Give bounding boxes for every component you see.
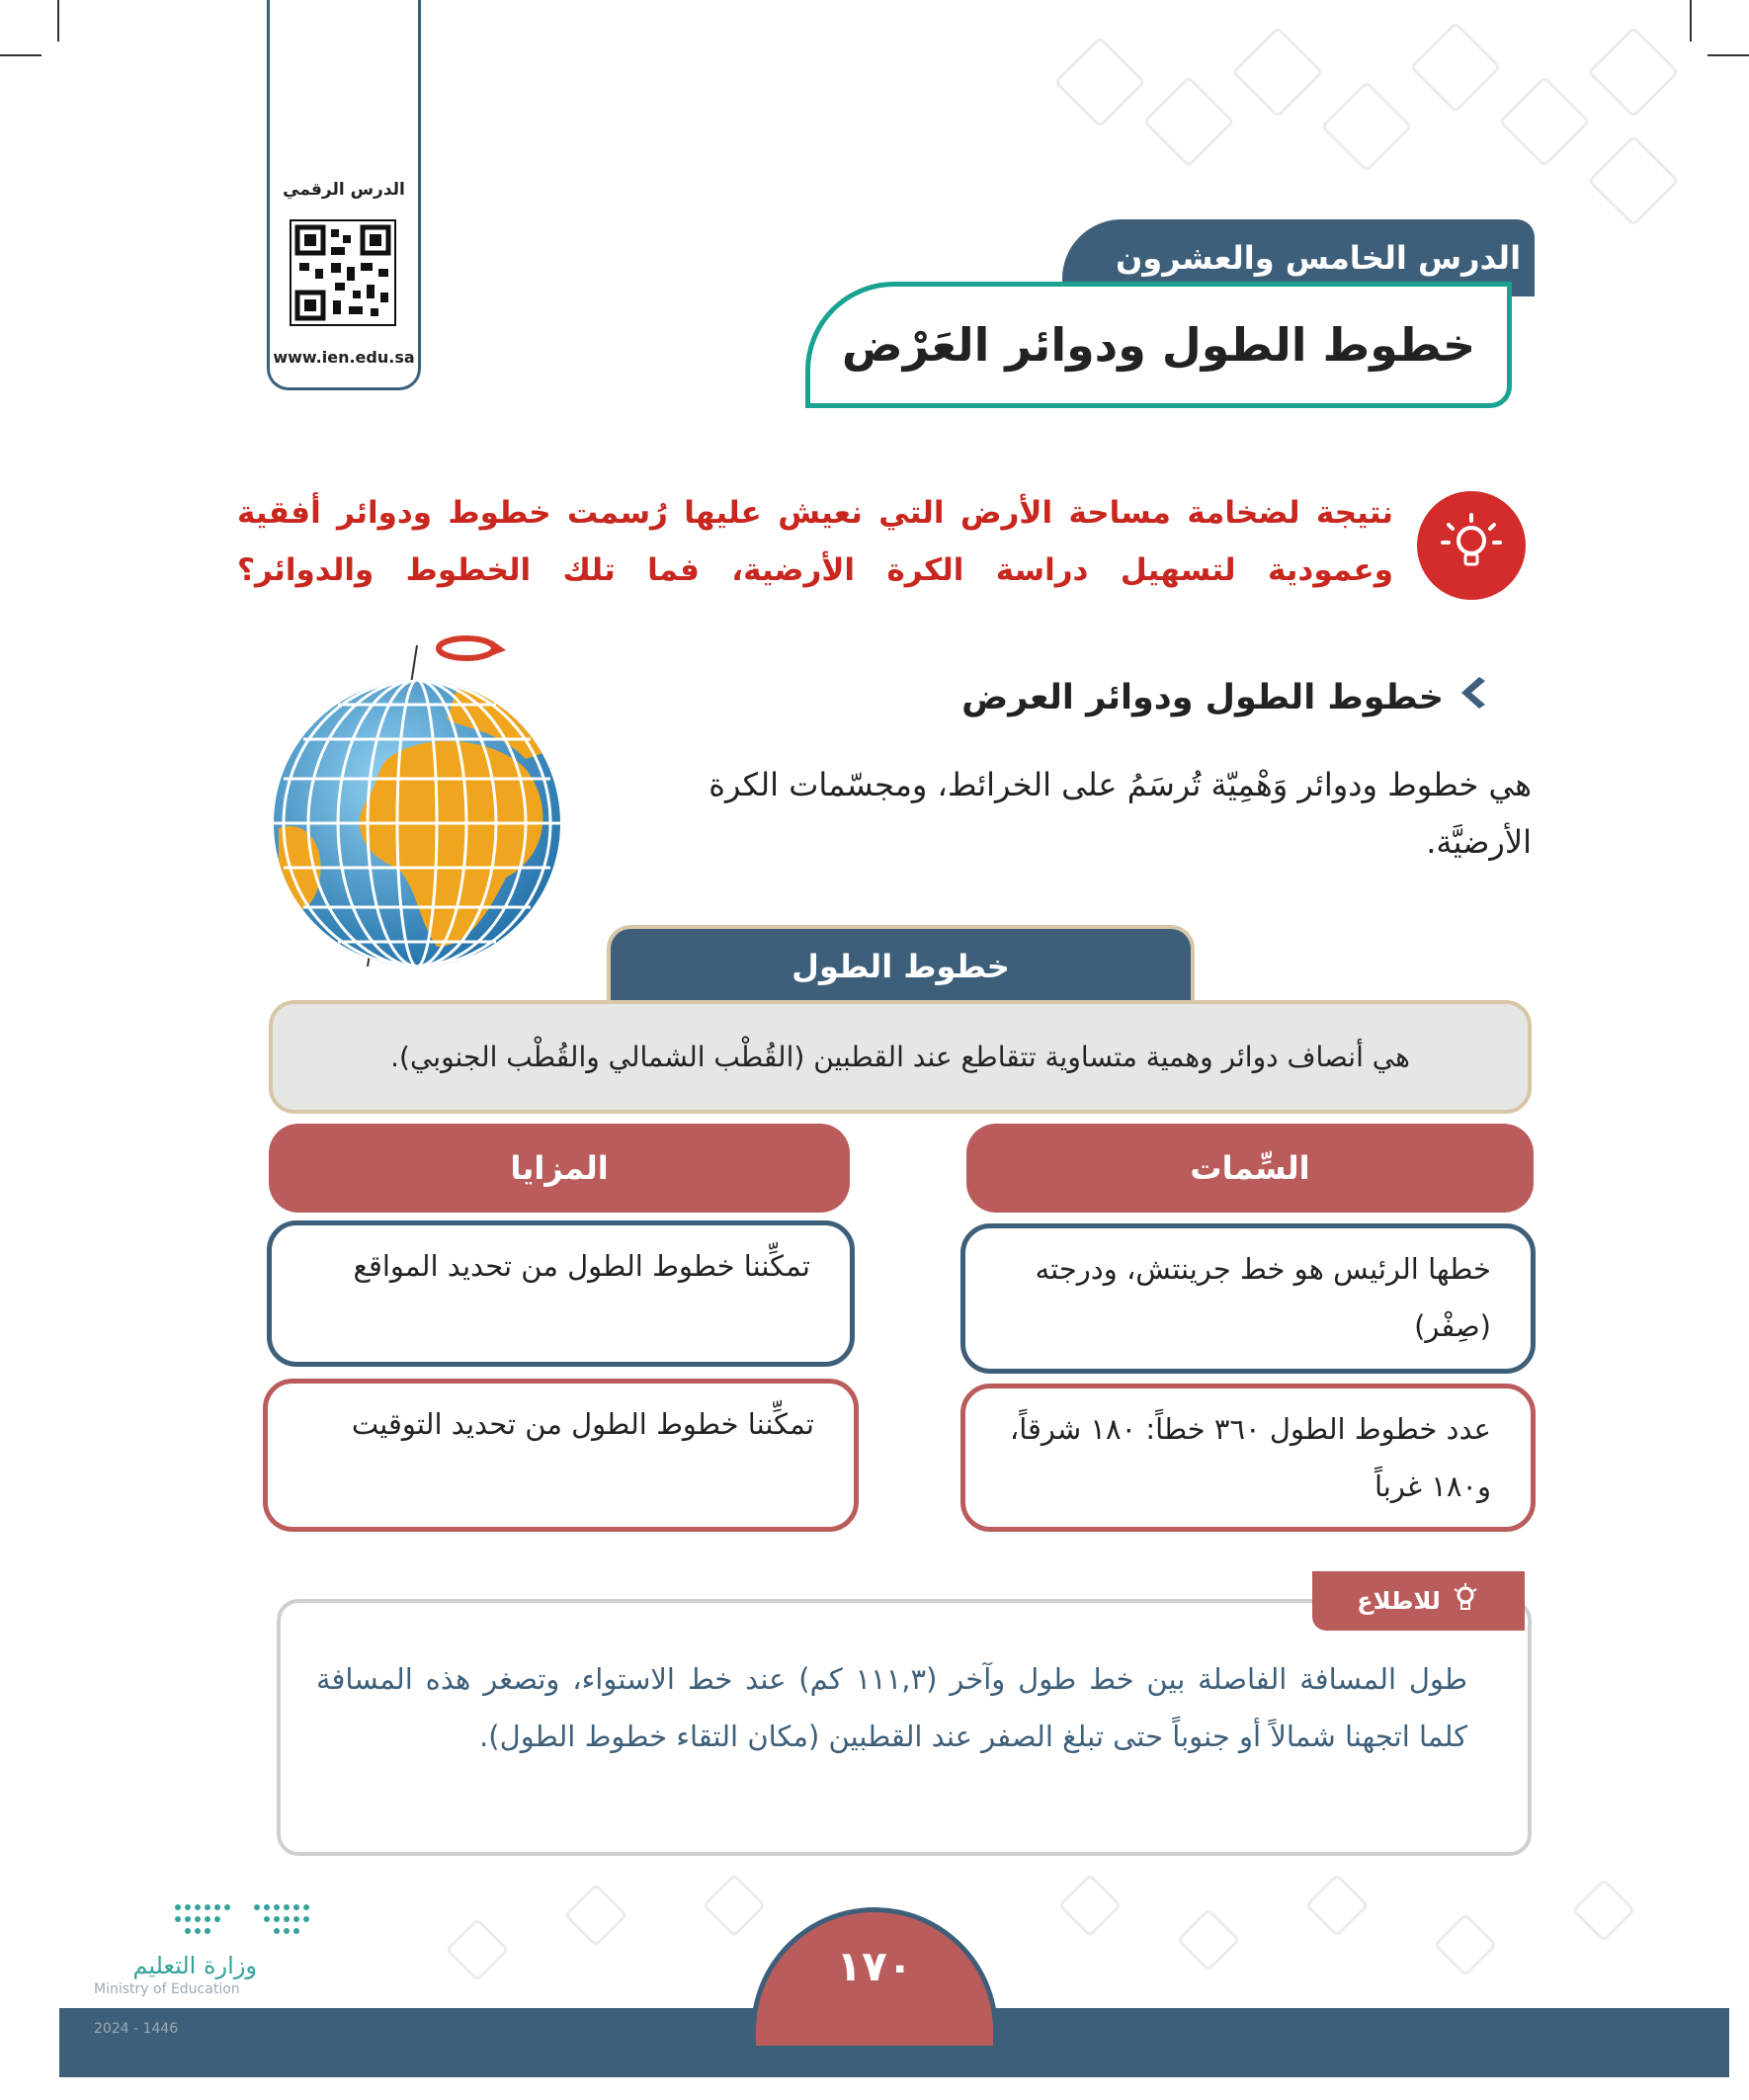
info-tag: [1312, 1571, 1525, 1631]
ministry-name-en: Ministry of Education: [94, 1981, 240, 1997]
lightbulb-icon: [1417, 491, 1526, 600]
info-label: للاطلاع: [1357, 1587, 1441, 1615]
lesson-title: خطوط الطول ودوائر العَرْض: [805, 282, 1512, 408]
section-heading-text: خطوط الطول ودوائر العرض: [961, 677, 1444, 717]
longitude-definition: هي أنصاف دوائر وهمية متساوية تتقاطع عند القطبين (القُطْب الشمالي والقُطْب الجنوبي).: [269, 1000, 1532, 1114]
longitude-title: خطوط الطول: [607, 925, 1195, 1004]
page-number: ١٧٠: [751, 1907, 998, 2046]
ministry-logo: [168, 1897, 326, 1947]
crop-mark-tl2: [57, 0, 59, 42]
edition-year: 2024 - 1446: [94, 2021, 179, 2037]
section-definition: هي خطوط ودوائر وَهْمِيّة تُرسَمُ على الخرائط، ومجسّمات الكرة الأرضيَّة.: [708, 766, 1532, 861]
crop-mark-tr: [1707, 54, 1749, 56]
globe-icon: [269, 621, 565, 971]
chevron-icon: [1458, 675, 1487, 719]
section-heading: [889, 675, 1487, 719]
intro-question: نتيجة لضخامة مساحة الأرض التي نعيش عليها رُسمت خطوط ودوائر أفقية وعمودية لتسهيل دراسة الكرة الأرضية، فما تلك الخطوط والدوائر؟: [237, 495, 1393, 588]
qr-code-icon[interactable]: [290, 219, 396, 326]
features-header: السِّمات: [966, 1124, 1534, 1213]
digital-lesson-label: الدرس الرقمي: [283, 180, 405, 200]
advantage-card: تمكِّننا خطوط الطول من تحديد المواقع: [267, 1220, 855, 1367]
digital-lesson-tab[interactable]: [267, 0, 421, 390]
digital-lesson-url[interactable]: www.ien.edu.sa: [273, 348, 415, 367]
info-text: طول المسافة الفاصلة بين خط طول وآخر (١١١,٣ كم) عند خط الاستواء، وتصغر هذه المسافة كلما اتجهنا شمالاً أو جنوباً حتى تبلغ الصفر عند القطبين (مكان التقاء خطوط الطول).: [316, 1662, 1467, 1753]
crop-mark-tr2: [1690, 0, 1692, 42]
feature-card: خطها الرئيس هو خط جرينتش، ودرجته (صِفْر): [960, 1223, 1536, 1374]
crop-mark-tl: [0, 54, 42, 56]
advantage-card: تمكِّننا خطوط الطول من تحديد التوقيت: [263, 1379, 859, 1532]
feature-card: عدد خطوط الطول ٣٦٠ خطاً: ١٨٠ شرقاً، و١٨٠ غرباً: [960, 1384, 1536, 1532]
info-lightbulb-icon: [1451, 1583, 1480, 1619]
ministry-name: وزارة التعليم: [132, 1952, 257, 1979]
advantages-header: المزايا: [269, 1124, 850, 1213]
lesson-number: الدرس الخامس والعشرون: [1062, 219, 1535, 296]
